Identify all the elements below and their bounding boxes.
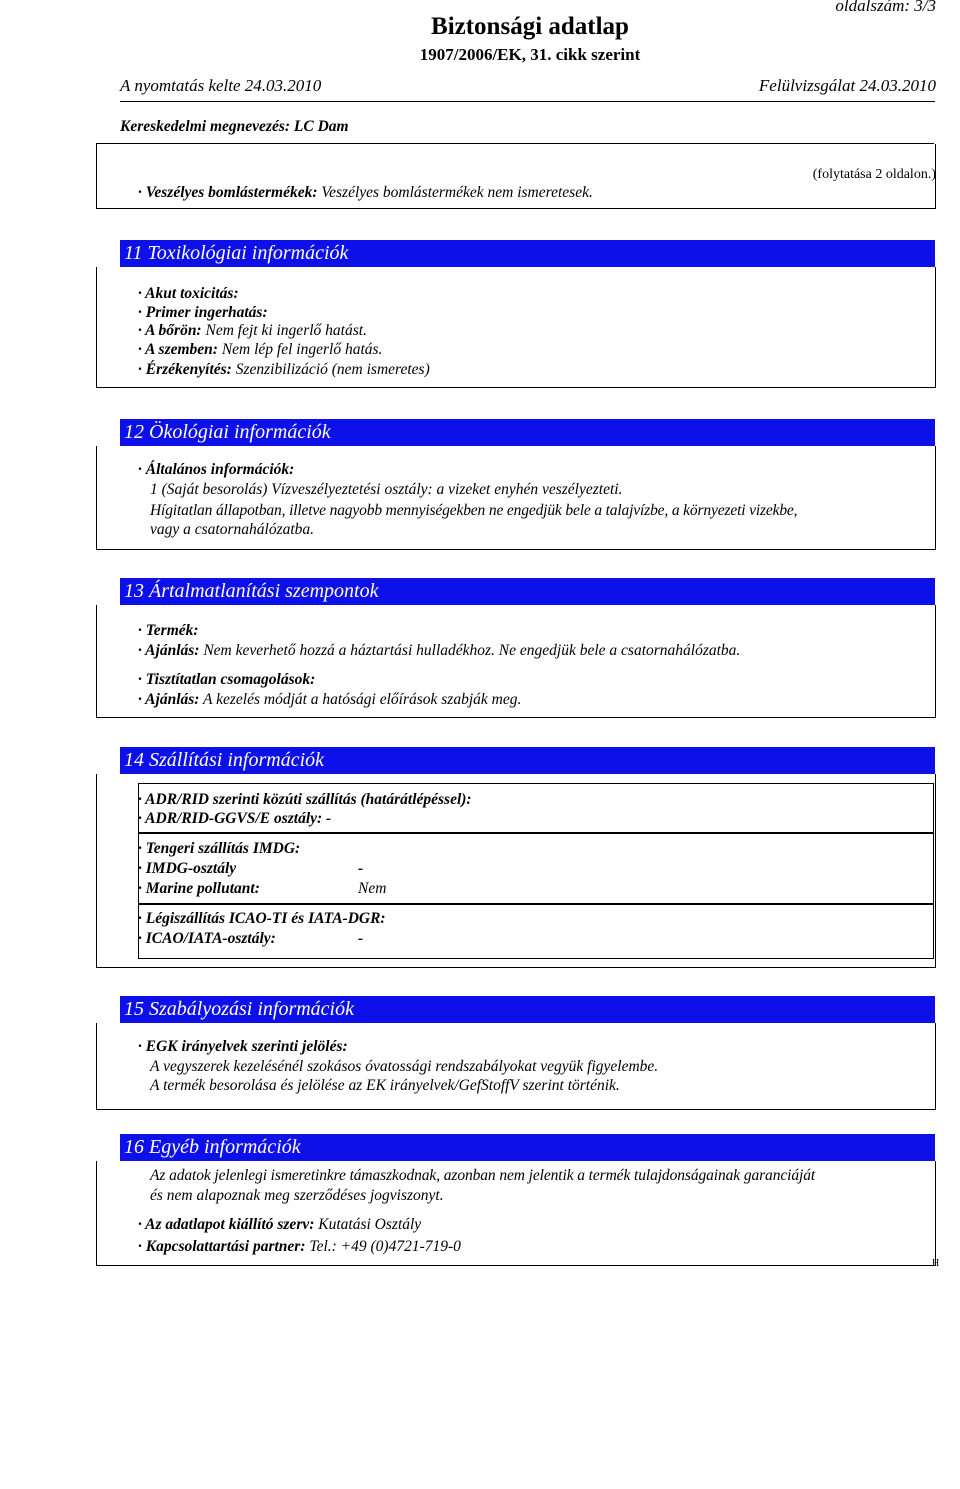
trade-name: Kereskedelmi megnevezés: LC Dam <box>120 118 349 135</box>
issuer-value: Kutatási Osztály <box>314 1216 422 1233</box>
skin-line <box>138 321 367 341</box>
continued-note: (folytatása 2 oldalon.) <box>812 167 936 182</box>
version-marker: H <box>932 1258 940 1269</box>
product-recommendation <box>138 641 740 661</box>
primary-irritation-label: · Primer ingerhatás: <box>138 304 268 321</box>
section-16-title: 16 Egyéb információk <box>120 1134 935 1161</box>
packaging-label: · Tisztítatlan csomagolások: <box>138 671 316 688</box>
adr-class: · ADR/RID-GGVS/E osztály: - <box>138 810 332 827</box>
recommendation-label: · Ajánlás: <box>138 642 200 659</box>
decomposition-line <box>138 183 593 203</box>
sensitization-label: · Érzékenyítés: <box>138 361 232 378</box>
issuer-line <box>138 1215 421 1235</box>
document-title: Biztonsági adatlap <box>431 13 629 40</box>
decomposition-value: Veszélyes bomlástermékek nem ismeretesek. <box>317 184 593 201</box>
decomposition-label: · Veszélyes bomlástermékek: <box>138 184 318 201</box>
header-divider <box>120 101 935 102</box>
section-13-title: 13 Ártalmatlanítási szempontok <box>120 578 935 605</box>
icao-class-label: · ICAO/IATA-osztály: <box>138 930 276 947</box>
imdg-class-value: - <box>358 860 364 877</box>
issuer-label: · Az adatlapot kiállító szerv: <box>138 1216 315 1233</box>
sensitization-line <box>138 360 430 380</box>
section-15-title: 15 Szabályozási információk <box>120 996 935 1023</box>
precaution-note: A vegyszerek kezelésénél szokásos óvatossági rendszabályokat vegyük figyelembe. <box>150 1058 659 1075</box>
imdg-class-label: · IMDG-osztály <box>138 860 237 877</box>
contact-label: · Kapcsolattartási partner: <box>138 1238 306 1255</box>
product-label: · Termék: <box>138 622 199 639</box>
classification-note: A termék besorolása és jelölése az EK irányelvek/GefStoffV szerint történik. <box>150 1077 620 1094</box>
skin-label: · A bőrön: <box>138 322 202 339</box>
disclaimer-line-1: Az adatok jelenlegi ismeretinkre támaszkodnak, azonban nem jelentik a termék tulajdonságainak garanciáját <box>150 1167 816 1184</box>
disclaimer-line-2: és nem alapoznak meg szerződéses jogviszonyt. <box>150 1187 444 1204</box>
undiluted-warning: Hígitatlan állapotban, illetve nagyobb mennyiségekben ne engedjük bele a talajvízbe, a környezeti vizekbe, <box>150 502 798 519</box>
marine-pollutant-label: · Marine pollutant: <box>138 880 260 897</box>
marine-pollutant-value: Nem <box>358 880 387 897</box>
water-hazard-class: 1 (Saját besorolás) Vízveszélyeztetési osztály: a vizeket enyhén veszélyezteti. <box>150 481 623 498</box>
general-info-label: · Általános információk: <box>138 461 295 478</box>
page-number: oldalszám: 3/3 <box>835 0 936 15</box>
undiluted-warning-cont: vagy a csatornahálózatba. <box>150 521 315 538</box>
air-transport-label: · Légiszállítás ICAO-TI és IATA-DGR: <box>138 910 386 927</box>
sea-transport-label: · Tengeri szállítás IMDG: <box>138 840 301 857</box>
eu-labelling-label: · EGK irányelvek szerinti jelölés: <box>138 1038 348 1055</box>
acute-toxicity-label: · Akut toxicitás: <box>138 285 239 302</box>
packaging-rec-label: · Ajánlás: <box>138 691 200 708</box>
contact-line <box>138 1237 461 1257</box>
adr-label: · ADR/RID szerinti közúti szállítás (határátlépéssel): <box>138 791 472 808</box>
document-subtitle: 1907/2006/EK, 31. cikk szerint <box>419 45 641 64</box>
eye-line <box>138 340 382 360</box>
eye-label: · A szemben: <box>138 341 218 358</box>
print-date: A nyomtatás kelte 24.03.2010 <box>120 76 322 95</box>
packaging-recommendation <box>138 690 521 710</box>
revision-date: Felülvizsgálat 24.03.2010 <box>758 76 936 95</box>
section-12-title: 12 Ökológiai információk <box>120 419 935 446</box>
eye-value: Nem lép fel ingerlő hatás. <box>217 341 383 358</box>
packaging-rec-value: A kezelés módját a hatósági előírások szabják meg. <box>199 691 522 708</box>
sensitization-value: Szenzibilizáció (nem ismeretes) <box>231 361 430 378</box>
section-11-title: 11 Toxikológiai információk <box>120 240 935 267</box>
recommendation-value: Nem keverhető hozzá a háztartási hulladékhoz. Ne engedjük bele a csatornahálózatba. <box>199 642 741 659</box>
contact-value: Tel.: +49 (0)4721-719-0 <box>305 1238 461 1255</box>
skin-value: Nem fejt ki ingerlő hatást. <box>201 322 367 339</box>
section-14-title: 14 Szállítási információk <box>120 747 935 774</box>
icao-class-value: - <box>358 930 364 947</box>
